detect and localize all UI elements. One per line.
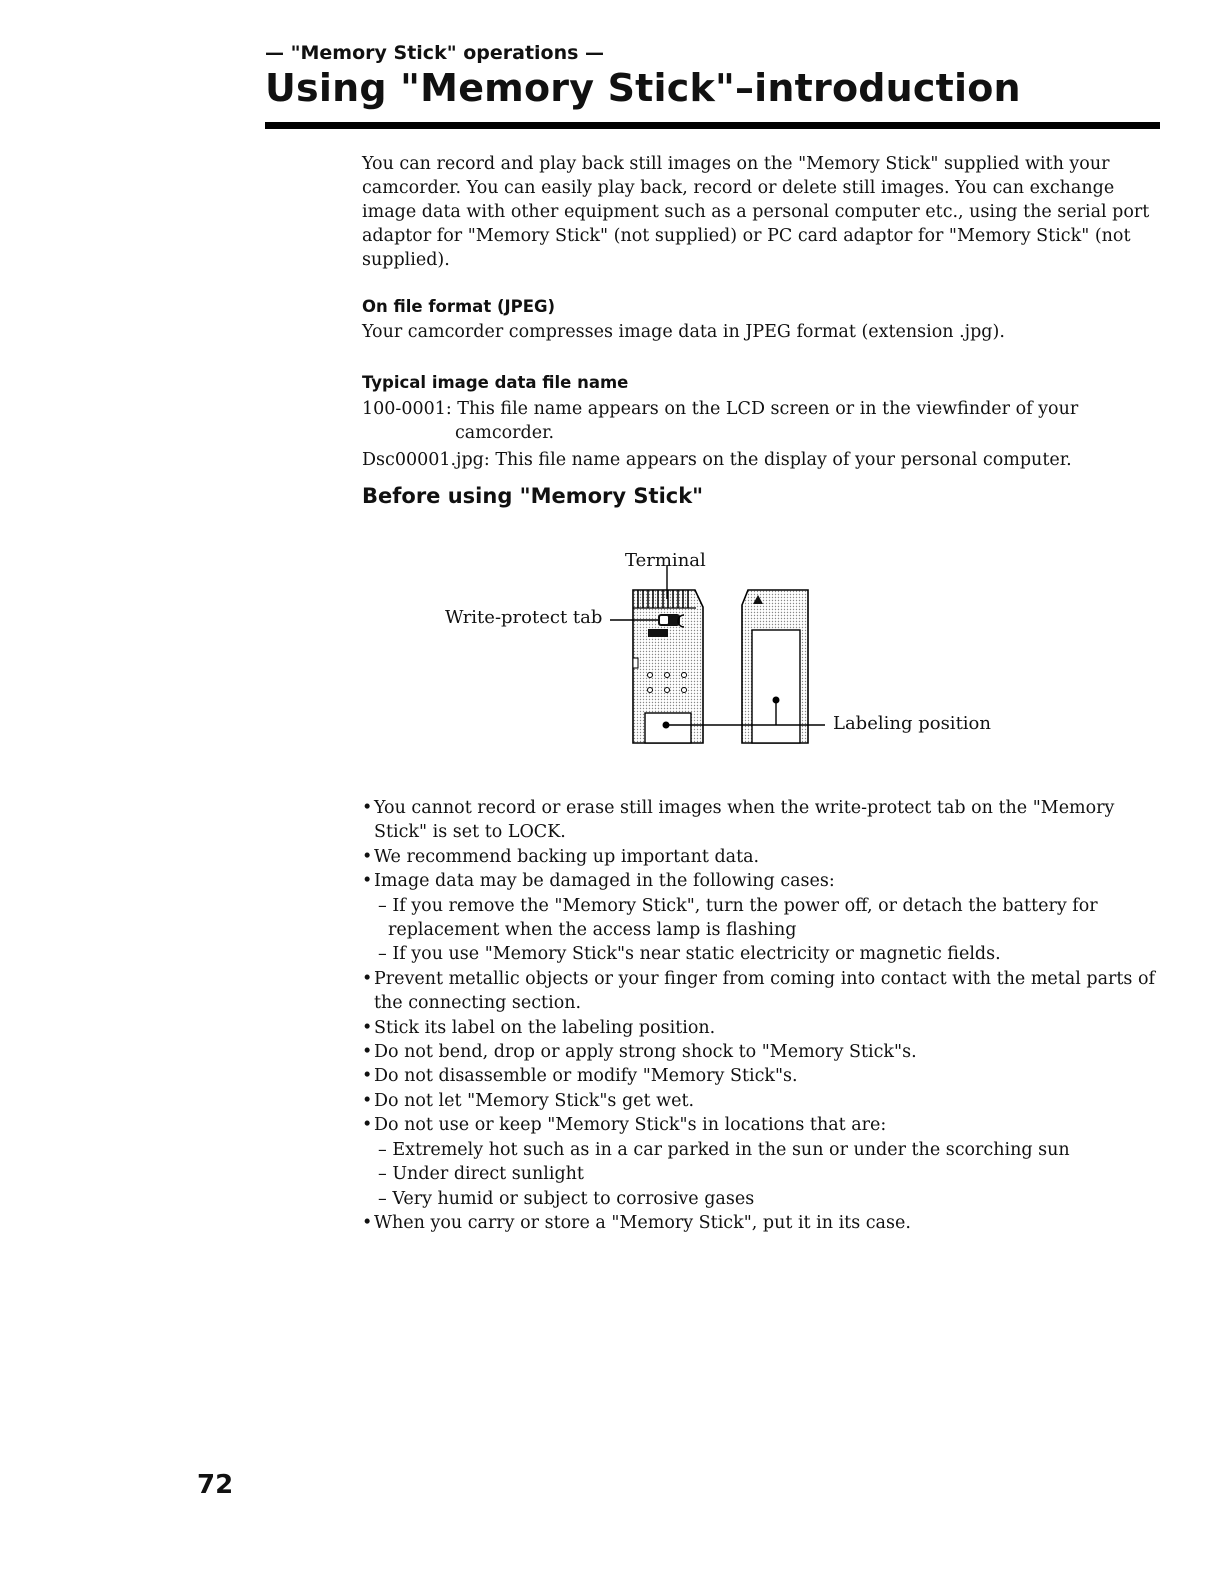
stick-back	[742, 590, 808, 743]
list-sub-item: – If you remove the "Memory Stick", turn the power off, or detach the battery for replacement when the access lamp is flashing	[378, 895, 1098, 941]
list-item: • Do not use or keep "Memory Stick"s in locations that are:	[362, 1115, 887, 1136]
file-name-line-2: Dsc00001.jpg: This file name appears on the display of your personal computer.	[362, 450, 1072, 470]
list-item: • Stick its label on the labeling position.	[362, 1017, 716, 1038]
file-format-text: Your camcorder compresses image data in JPEG format (extension .jpg).	[362, 322, 1005, 342]
list-sub-item: – Under direct sunlight	[378, 1164, 584, 1185]
list-sub-item: – If you use "Memory Stick"s near static electricity or magnetic fields.	[378, 944, 1001, 965]
file-name-line-1: 100-0001: This file name appears on the LCD screen or in the viewfinder of your	[362, 399, 1079, 419]
title-rule	[265, 122, 1160, 129]
terminal-label: Terminal	[625, 550, 706, 571]
list-item: • Do not disassemble or modify "Memory Stick"s.	[362, 1066, 798, 1087]
file-name-heading: Typical image data file name	[362, 373, 629, 392]
memory-stick-diagram	[420, 545, 1040, 750]
labeling-dot-front	[663, 722, 670, 729]
list-item: • When you carry or store a "Memory Stick", put it in its case.	[362, 1212, 911, 1233]
intro-paragraph: You can record and play back still images on the "Memory Stick" supplied with your camcorder. You can easily play back, record or delete still images. You can exchange image data with other equipment such as a personal computer etc., using the serial port adaptor for "Memory Stick" (not supplied) or PC card adaptor for "Memory Stick" (not supplied).	[362, 154, 1150, 270]
list-sub-item: – Extremely hot such as in a car parked in the sun or under the scorching sun	[378, 1139, 1070, 1160]
section-label: — "Memory Stick" operations —	[265, 42, 605, 64]
list-sub-item: – Very humid or subject to corrosive gases	[378, 1188, 755, 1209]
before-using-heading: Before using "Memory Stick"	[362, 484, 704, 508]
file-name-line-1-continued: camcorder.	[455, 423, 555, 443]
list-item: • Do not bend, drop or apply strong shock to "Memory Stick"s.	[362, 1042, 917, 1063]
file-format-heading: On file format (JPEG)	[362, 297, 556, 316]
labeling-dot-back	[773, 697, 780, 704]
list-item: • Image data may be damaged in the following cases:	[362, 871, 835, 892]
list-item: • We recommend backing up important data.	[362, 846, 760, 867]
stick-front	[633, 590, 703, 743]
write-protect-label: Write-protect tab	[445, 607, 603, 628]
notes-list	[362, 796, 1162, 1235]
page-title: Using "Memory Stick"–introduction	[265, 66, 1021, 110]
page-number: 72	[197, 1470, 234, 1500]
list-item: • Prevent metallic objects or your finger from coming into contact with the metal parts of the connecting section.	[362, 968, 1155, 1014]
list-item: • Do not let "Memory Stick"s get wet.	[362, 1090, 695, 1111]
labeling-position-label: Labeling position	[833, 713, 991, 734]
list-item: • You cannot record or erase still images when the write-protect tab on the "Memory Stick" is set to LOCK.	[362, 798, 1115, 843]
